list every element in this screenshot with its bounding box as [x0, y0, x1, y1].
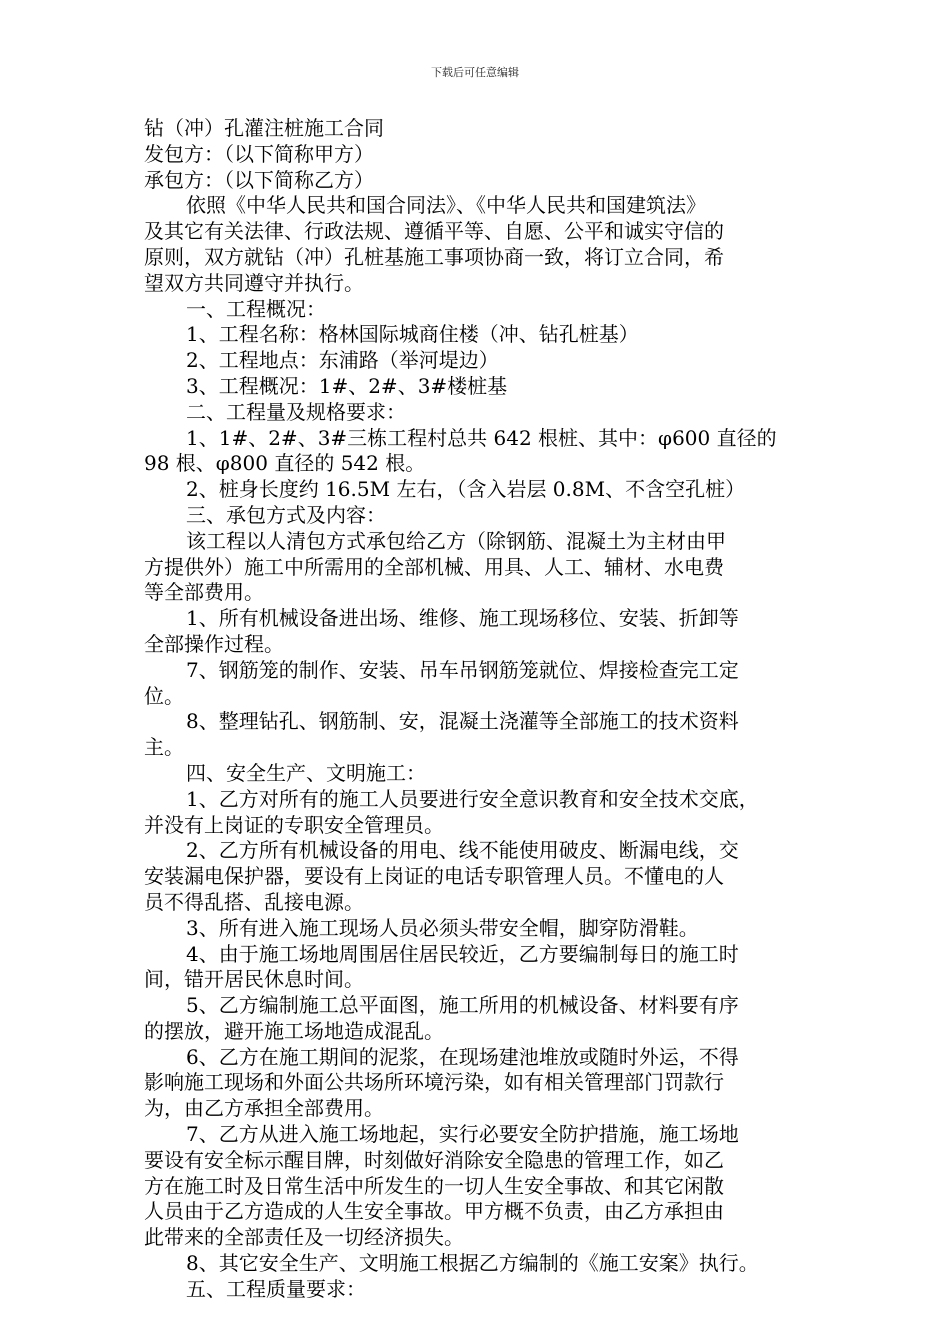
document-line: 8、整理钻孔、钢筋制、安，混凝土浇灌等全部施工的技术资料 [186, 709, 739, 734]
document-line: 及其它有关法律、行政法规、遵循平等、自愿、公平和诚实守信的 [144, 219, 724, 244]
document-line: 间，错开居民休息时间。 [144, 967, 364, 992]
document-line: 为，由乙方承担全部费用。 [144, 1096, 384, 1121]
document-line: 4、由于施工场地周围居住居民较近，乙方要编制每日的施工时 [186, 941, 739, 966]
document-line: 并没有上岗证的专职安全管理员。 [144, 812, 444, 837]
document-line: 要设有安全标示醒目牌，时刻做好消除安全隐患的管理工作，如乙 [144, 1147, 724, 1172]
document-line: 8、其它安全生产、文明施工根据乙方编制的《施工安案》执行。 [186, 1251, 759, 1276]
document-line: 望双方共同遵守并执行。 [144, 270, 364, 295]
document-line: 2、桩身长度约 16.5M 左右，（含入岩层 0.8M、不含空孔桩） [186, 477, 746, 502]
document-line: 7、钢筋笼的制作、安装、吊车吊钢筋笼就位、焊接检查完工定 [186, 657, 739, 682]
document-line: 6、乙方在施工期间的泥浆，在现场建池堆放或随时外运，不得 [186, 1044, 739, 1069]
document-line: 依照《中华人民共和国合同法》、《中华人民共和国建筑法》 [186, 193, 706, 218]
document-line: 1、所有机械设备进出场、维修、施工现场移位、安装、折卸等 [186, 606, 739, 631]
document-line: 3、工程概况：1#、2#、3#楼桩基 [186, 373, 508, 398]
document-line: 此带来的全部责任及一切经济损失。 [144, 1225, 464, 1250]
document-line: 方在施工时及日常生活中所发生的一切人生安全事故、和其它闲散 [144, 1173, 724, 1198]
document-line: 的摆放，避开施工场地造成混乱。 [144, 1018, 444, 1043]
document-title: 钻（冲）孔灌注桩施工合同 [144, 116, 384, 140]
document-line: 安装漏电保护器，要设有上岗证的电话专职管理人员。不懂电的人 [144, 864, 724, 889]
document-line: 等全部费用。 [144, 580, 264, 605]
document-line: 一、工程概况： [186, 296, 326, 321]
document-line: 1、工程名称：格林国际城商住楼（冲、钻孔桩基） [186, 322, 639, 347]
document-line: 员不得乱搭、乱接电源。 [144, 889, 364, 914]
document-line: 全部操作过程。 [144, 631, 284, 656]
document-line: 1、乙方对所有的施工人员要进行安全意识教育和安全技术交底， [186, 786, 759, 811]
document-line: 位。 [144, 683, 184, 708]
document-line: 2、工程地点：东浦路（举河堤边） [186, 348, 499, 373]
document-line: 五、工程质量要求： [186, 1276, 366, 1301]
document-line: 3、所有进入施工现场人员必须头带安全帽，脚穿防滑鞋。 [186, 915, 699, 940]
document-line: 三、承包方式及内容： [186, 502, 386, 527]
document-line: 2、乙方所有机械设备的用电、线不能使用破皮、断漏电线，交 [186, 838, 739, 863]
document-line: 人员由于乙方造成的人生安全事故。甲方概不负责，由乙方承担由 [144, 1199, 724, 1224]
page-header-note: 下载后可任意编辑 [431, 66, 519, 79]
document-body [144, 116, 820, 1303]
document-line: 影响施工现场和外面公共场所环境污染，如有相关管理部门罚款行 [144, 1070, 724, 1095]
document-line: 方提供外）施工中所需用的全部机械、用具、人工、辅材、水电费 [144, 554, 724, 579]
document-line: 四、安全生产、文明施工： [186, 760, 426, 785]
document-line: 1、1#、2#、3#三栋工程村总共 642 根桩、其中：φ600 直径的 [186, 425, 777, 450]
document-line: 7、乙方从进入施工场地起，实行必要安全防护措施，施工场地 [186, 1122, 739, 1147]
document-line: 二、工程量及规格要求： [186, 399, 406, 424]
document-line: 主。 [144, 735, 184, 760]
document-line: 发包方：（以下简称甲方） [144, 141, 374, 166]
document-line: 原则，双方就钻（冲）孔桩基施工事项协商一致，将订立合同，希 [144, 244, 724, 269]
document-line: 98 根、φ800 直径的 542 根。 [144, 451, 426, 476]
document-line: 该工程以人清包方式承包给乙方（除钢筋、混凝土为主材由甲 [186, 528, 726, 553]
document-line: 承包方：（以下简称乙方） [144, 167, 374, 192]
document-line: 5、乙方编制施工总平面图，施工所用的机械设备、材料要有序 [186, 993, 739, 1018]
